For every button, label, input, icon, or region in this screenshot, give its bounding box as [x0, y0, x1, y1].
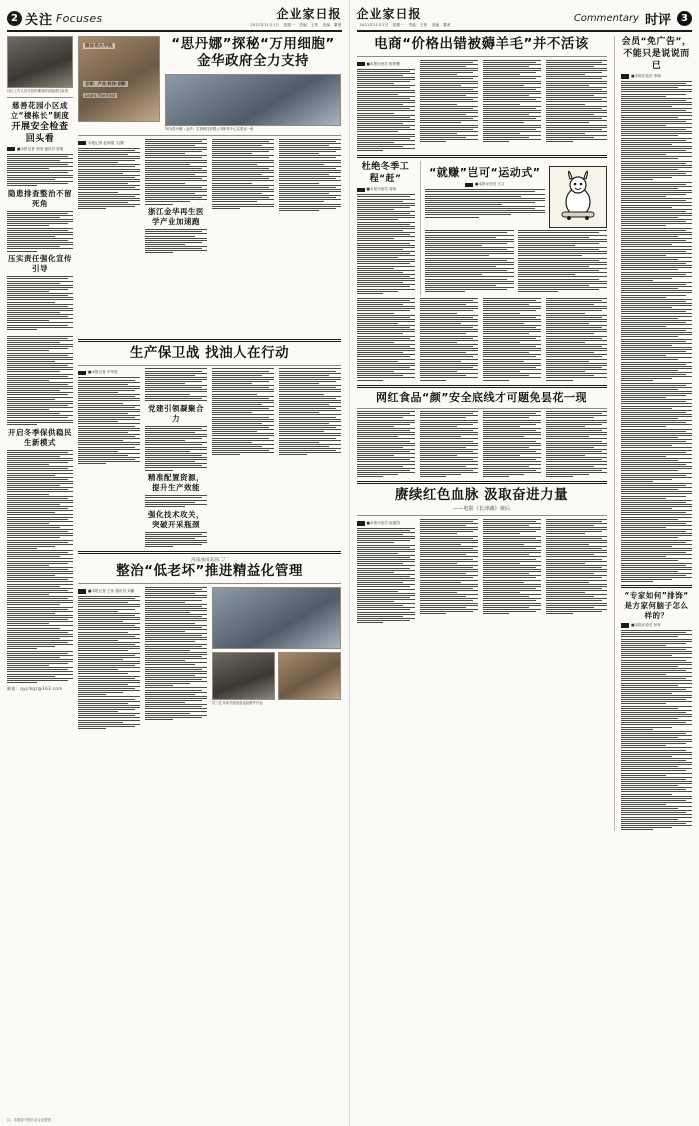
bottom-headline: 整治“低老坏”推进精益化管理 — [116, 563, 303, 580]
photo-overlay-text-2: 全球：产业·科技·创新 — [85, 81, 126, 86]
photo-worker-2 — [278, 652, 341, 700]
bottom-col-2 — [145, 587, 207, 730]
mid-center-headline: “就赚”岂可“运动式” — [429, 166, 541, 180]
mid-story-columns — [78, 368, 341, 548]
right-masthead-section — [574, 9, 692, 28]
col1-headline-line3: 回头看 — [25, 133, 55, 144]
bottom-photo-row — [212, 652, 341, 700]
bottom-col-1 — [78, 587, 140, 730]
side-bottom-headline-line1: “专家如何”排饰“ — [624, 591, 689, 601]
right-divider-3 — [357, 481, 607, 484]
byline-marker-icon — [621, 623, 629, 628]
bottom-photo-col — [212, 587, 341, 730]
right-masthead — [357, 6, 693, 32]
right-mid-cont-4 — [546, 298, 607, 382]
side-bottom-headline-line2: 是方家何脑子怎么样的？ — [624, 601, 689, 621]
photo-overlay-text-en: Learn The First — [85, 93, 116, 98]
right-lead-col-3 — [483, 60, 541, 153]
side-top-body — [621, 81, 692, 582]
left-masthead — [7, 6, 342, 32]
col1-body-2 — [7, 211, 73, 252]
mid-left-headline: 杜绝冬季工程“赶” — [361, 162, 410, 185]
mid-center-body-b — [425, 230, 514, 292]
right-lead-body-2 — [420, 60, 478, 142]
right-mid-continued — [357, 298, 607, 382]
left-mid-region — [7, 336, 342, 730]
right-mid-cont-1 — [357, 298, 415, 382]
right-mid-cont-3 — [483, 298, 541, 382]
bottom-story-columns — [78, 587, 341, 730]
lead-body-2 — [145, 139, 207, 205]
paper-name: 企业家日报 — [276, 7, 342, 21]
byline-marker-icon — [78, 371, 86, 376]
film-col-4 — [546, 519, 607, 624]
mid-center-top — [425, 166, 606, 228]
mid-body-2d — [145, 532, 207, 547]
lead-subhead: 浙江金华再生医学产业加速跑 — [148, 207, 204, 227]
mid-byline — [78, 370, 140, 375]
bottom-body-1 — [78, 596, 140, 729]
side-bottom-byline — [621, 623, 692, 628]
right-mid-region — [357, 161, 607, 295]
right-mid-cont-body-4 — [546, 298, 607, 380]
bottom-photo-caption: 员工在井场开展设备巡检维护作业 — [212, 700, 263, 705]
photo-worker-1 — [212, 652, 275, 700]
lead-body-col-1 — [78, 139, 140, 255]
film-col-2 — [420, 519, 478, 624]
mid-subhead-a: 党建引领凝聚合力 — [148, 403, 204, 423]
lead-headline-line2: 金华政府全力支持 — [197, 53, 309, 69]
right-lead-body-3 — [483, 60, 541, 142]
mid-center-body-a — [425, 189, 544, 217]
bottom-kicker: 河南油田采油二厂 — [191, 558, 228, 564]
band-body-2 — [420, 411, 478, 477]
right-mid-center — [425, 161, 606, 295]
mid-body-1 — [78, 377, 140, 464]
mid-byline-text: ■本报记者 中华营 — [88, 370, 118, 375]
band-columns — [357, 411, 607, 478]
col1-subhead-1: 隐患排查整治不留死角 — [8, 188, 72, 208]
meta-editor: 责编：王萍 — [408, 23, 428, 27]
col1-body-3 — [7, 276, 73, 329]
left-col-1-cont — [7, 336, 73, 730]
right-mid-cont-body-3 — [483, 298, 541, 380]
rabbit-illustration-icon — [556, 170, 600, 220]
right-mid-cont-2 — [420, 298, 478, 382]
right-page-vertical-rule — [614, 36, 615, 831]
photo-overlay-text-1: 跟丝坦太学院 — [85, 44, 113, 49]
byline-marker-icon — [78, 589, 86, 594]
mid-subhead-b: 精准配置资源，提升生产效能 — [148, 473, 204, 493]
lead-story — [78, 36, 341, 331]
left-masthead-section — [7, 9, 102, 28]
right-page — [350, 0, 699, 1126]
film-byline-text: ■本报评论员 赵建国 — [366, 520, 400, 525]
col1-headline-line1: 慈善花园小区成立“楼栋长”制度 — [10, 100, 70, 120]
right-mid-cont-body-2 — [420, 298, 478, 380]
meta-editor: 责编：王萍 — [299, 23, 319, 27]
side-top-byline-text: ■本报评论员 李明 — [631, 74, 661, 78]
section-title-en: Commentary — [573, 13, 639, 24]
right-lead-byline — [357, 62, 415, 67]
film-body-2 — [420, 519, 478, 614]
band-body-3 — [483, 411, 541, 477]
right-masthead-info — [357, 5, 451, 28]
mid-center-body-col-1 — [425, 230, 514, 293]
film-col-1 — [357, 519, 415, 624]
side-divider — [621, 585, 692, 588]
photo-group-visit — [165, 74, 341, 126]
right-lead-col-2 — [420, 60, 478, 153]
side-bottom-byline-text: ■本报评论员 孙军 — [631, 623, 661, 628]
col1-body-4 — [7, 336, 73, 425]
film-col-3 — [483, 519, 541, 624]
col1-body-1 — [7, 154, 73, 186]
meta-weekday: 星期一 — [392, 23, 405, 27]
col1-subhead-2: 压实责任强化宣传引导 — [8, 254, 72, 274]
photo-community-inspection — [7, 36, 73, 88]
footer-email-tag: 邮箱：qyjrbgz@163.com — [7, 685, 63, 691]
lead-byline-text: 本报记者 赵海霞 文/摄 — [88, 140, 124, 145]
lead-headline-block — [165, 36, 341, 126]
film-review-subtitle: ——电影《长津湖》观后 — [452, 506, 511, 513]
side-top-byline — [621, 74, 692, 79]
right-lead-col-4 — [546, 60, 607, 153]
lead-photo-caption: 图为思丹娜（金华）生物科技有限公司研发中心实验室一角 — [165, 127, 254, 131]
meta-layout: 美编：董茜 — [322, 23, 342, 27]
right-lead-body-1 — [357, 69, 415, 151]
masthead-meta — [247, 23, 341, 28]
mid-body-2c — [145, 495, 207, 506]
lead-body-col-2 — [145, 139, 207, 255]
mid-center-headline-block — [425, 166, 544, 228]
col1-body-5 — [7, 450, 73, 683]
left-page-footnote: 注：本版部分图片由企业提供 — [7, 1118, 52, 1122]
bottom-body-2 — [145, 587, 207, 720]
divider-rule — [78, 339, 341, 342]
lead-body-4 — [279, 139, 341, 211]
film-byline — [357, 521, 415, 526]
band-body-4 — [546, 411, 607, 477]
film-review-columns — [357, 519, 607, 624]
mid-center-body-c — [518, 230, 607, 292]
band-headline: 网红食品“颜”安全底线才可题免昙花一现 — [376, 390, 587, 404]
mid-body-2 — [145, 368, 207, 400]
paper-name: 企业家日报 — [356, 7, 422, 21]
lead-body-col-4 — [279, 139, 341, 255]
left-top-region — [7, 36, 342, 331]
byline-marker-icon — [465, 183, 473, 188]
band-col-2 — [420, 411, 478, 478]
column-separator — [420, 161, 421, 295]
byline-marker-icon — [357, 62, 365, 67]
col1-byline — [7, 147, 73, 152]
mid-left-byline-text: ■本报评论员 周荣 — [366, 187, 397, 192]
side-bottom-body — [621, 630, 692, 830]
lead-body-col-3 — [212, 139, 274, 255]
mid-left-body — [357, 194, 415, 293]
col1-subhead-3-l1: 开启冬季保供稳民生新模式 — [8, 427, 72, 447]
right-lead-byline-text: ■本报评论员 张铁鹰 — [366, 61, 400, 66]
section-title-cn: 关注 — [25, 13, 54, 28]
section-title-en: Focuses — [56, 12, 103, 25]
lead-body-columns — [78, 139, 341, 255]
right-main — [357, 36, 607, 831]
lead-body-2b — [145, 229, 207, 253]
byline-marker-icon — [78, 141, 86, 146]
left-masthead-info — [247, 5, 341, 28]
col1-headline-line2: 开展安全检查 — [11, 121, 69, 132]
right-lead-body-4 — [546, 60, 607, 142]
lead-headline-row — [78, 36, 341, 126]
photo-caption: 社区工作人员对居民楼消防设施进行检查 — [7, 89, 69, 93]
meta-weekday: 星期一 — [283, 23, 295, 27]
mid-body-3 — [212, 368, 274, 455]
right-lead-headline: 电商“价格出错被薅羊毛”并不活该 — [374, 36, 589, 52]
band-col-4 — [546, 411, 607, 478]
right-divider-1 — [357, 155, 607, 158]
mid-col-2 — [145, 368, 207, 548]
mid-story-headline: 生产保卫战 找油人在行动 — [129, 344, 290, 361]
bottom-byline — [78, 589, 140, 594]
mid-center-byline-text: ■本报评论员 王文 — [474, 182, 505, 187]
meta-date: 2021年11月1日 — [359, 23, 389, 27]
lead-byline — [78, 141, 140, 146]
mid-body-4 — [279, 368, 341, 455]
byline-marker-icon — [357, 521, 365, 526]
section-title-cn: 时评 — [644, 13, 671, 28]
byline-marker-icon — [357, 188, 365, 193]
film-body-3 — [483, 519, 541, 614]
mid-center-body-col-2 — [518, 230, 607, 293]
band-body-1 — [357, 411, 415, 477]
photo-oilfield-site — [212, 587, 341, 649]
lead-body-1 — [78, 148, 140, 210]
right-mid-cont-body-1 — [357, 298, 415, 380]
byline-marker-icon — [621, 74, 629, 79]
mid-center-bottom — [425, 230, 606, 293]
left-col-1 — [7, 36, 73, 331]
mid-subhead-c: 强化技术攻关，突破开采瓶颈 — [148, 509, 204, 529]
page-number-badge: 3 — [677, 11, 692, 26]
right-lead-col-1 — [357, 60, 415, 153]
mid-body-2b — [145, 426, 207, 471]
lead-photo-left — [78, 36, 160, 126]
photo-lab-sign — [78, 36, 160, 122]
divider-rule-2 — [78, 551, 341, 554]
mid-col-1 — [78, 368, 140, 548]
meta-date: 2021年11月1日 — [250, 23, 280, 27]
film-body-4 — [546, 519, 607, 614]
meta-layout: 美编：董茜 — [431, 23, 451, 27]
right-mid-left — [357, 161, 415, 295]
right-divider-2 — [357, 385, 607, 388]
mid-left-byline — [357, 187, 415, 192]
film-body-1 — [357, 528, 415, 623]
page-number-badge: 2 — [7, 11, 22, 26]
mid-col-3 — [212, 368, 274, 548]
lead-headline-line1: “思丹娜”探秘“万用细胞” — [171, 36, 335, 52]
mid-center-byline — [425, 182, 544, 187]
side-top-headline-line1: 会员“免广告”， — [621, 37, 692, 47]
right-lead-columns — [357, 60, 607, 153]
right-side-column — [621, 36, 692, 831]
editorial-cartoon — [549, 166, 607, 228]
film-review-headline: 赓续红色血脉 汲取奋进力量 — [394, 487, 569, 504]
band-col-1 — [357, 411, 415, 478]
mid-col-4 — [279, 368, 341, 548]
band-col-3 — [483, 411, 541, 478]
byline-marker-icon — [7, 147, 15, 152]
left-mid-main — [78, 336, 341, 730]
byline-text: ■本报记者 李国 通讯员 张明 — [17, 146, 64, 151]
side-top-headline-line2: 不能只是说说而已 — [623, 49, 690, 71]
masthead-meta — [357, 23, 451, 28]
right-top-region — [357, 36, 693, 831]
bottom-byline-text: ■本报记者 王伟 通讯员 刘鹏 — [88, 588, 135, 593]
lead-body-3 — [212, 139, 274, 209]
